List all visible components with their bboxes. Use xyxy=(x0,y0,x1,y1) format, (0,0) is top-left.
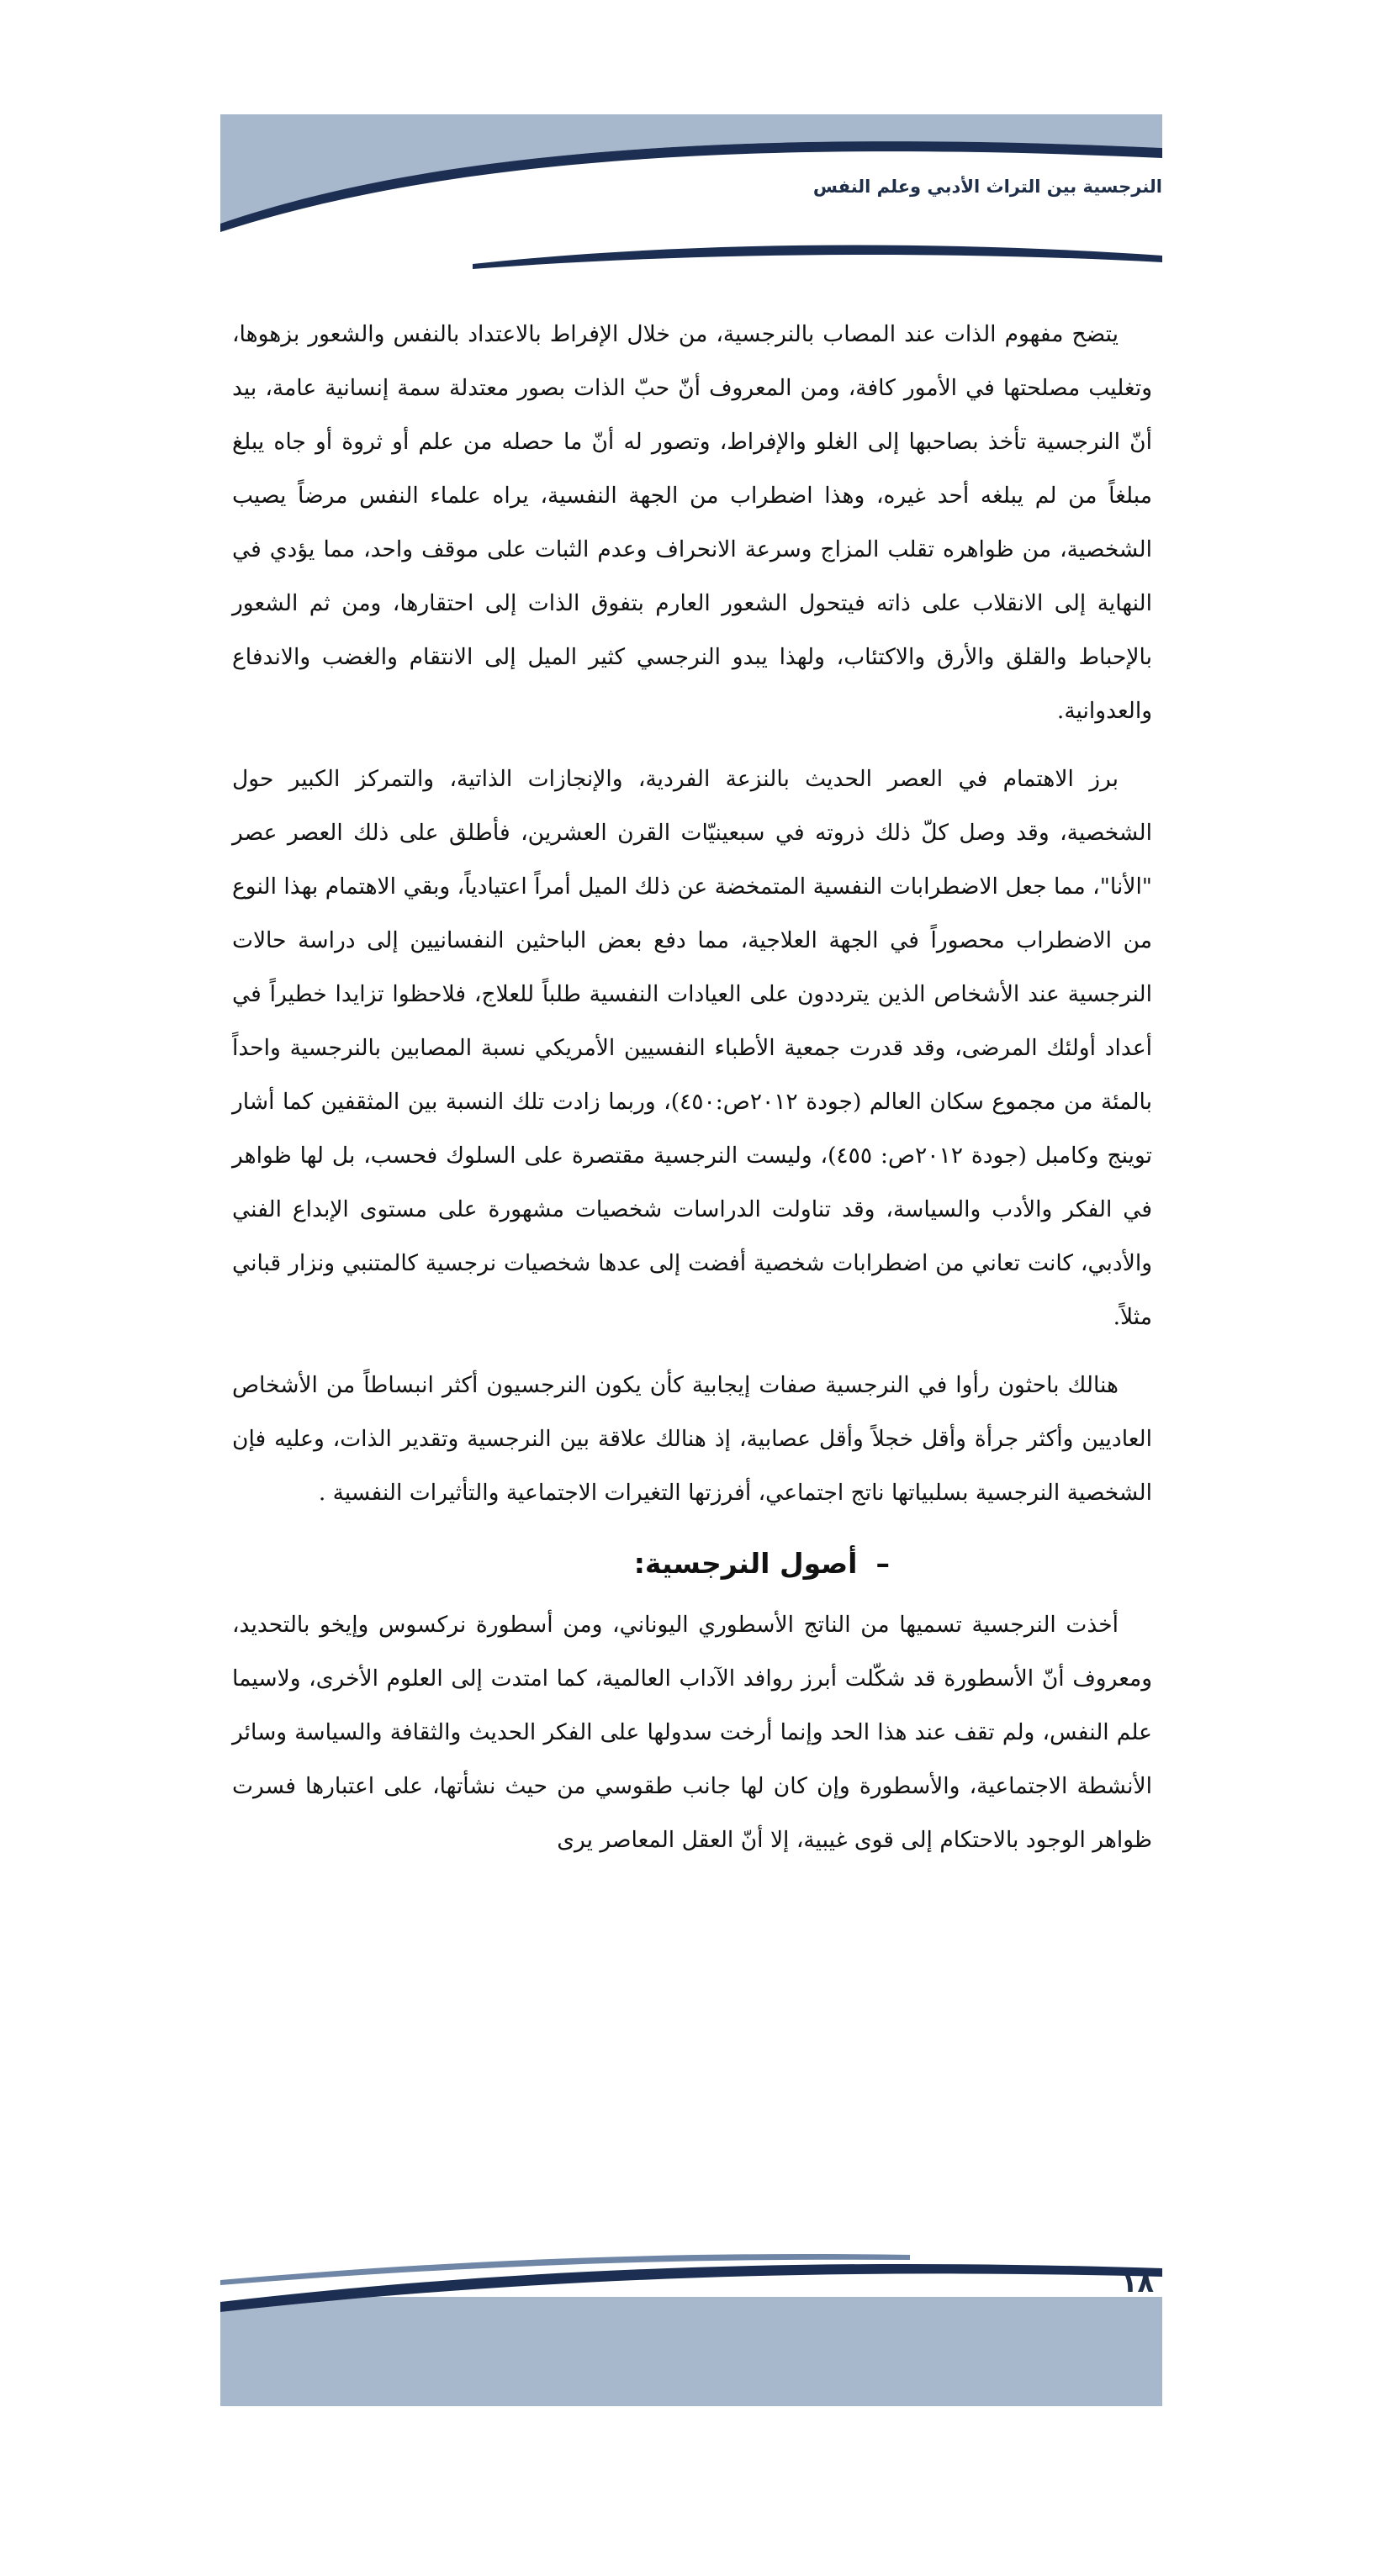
paragraph-3: هنالك باحثون رأوا في النرجسية صفات إيجابية كأن يكون النرجسيون أكثر انبساطاً من الأشخاص العاديين وأكثر جرأة وأقل خجلاً وأقل عصابية، إذ هنالك علاقة بين النرجسية وتقدير الذات، وعليه فإن الشخصية النرجسية بسلبياتها ناتج اجتماعي، أفرزتها التغيرات الاجتماعية والتأثيرات النفسية . xyxy=(232,1372,1152,1506)
heading-text: أصول النرجسية: xyxy=(633,1547,858,1580)
section-heading xyxy=(232,1534,1152,1593)
page-number: ١٨ xyxy=(1120,2267,1154,2299)
paragraph-2: برز الاهتمام في العصر الحديث بالنزعة الفردية، والإنجازات الذاتية، والتمركز الكبير حول الشخصية، وقد وصل كلّ ذلك ذروته في سبعينيّات القرن العشرين، فأطلق على ذلك العصر عصر "الأنا"، مما جعل الاضطرابات النفسية المتمخضة عن ذلك الميل أمراً اعتيادياً، وبقي الاهتمام بهذا النوع من الاضطراب محصوراً في الجهة العلاجية، مما دفع بعض الباحثين النفسانيين إلى دراسة حالات النرجسية عند الأشخاص الذين يترددون على العيادات النفسية طلباً للعلاج، فلاحظوا تزايدا خطيراً في أعداد أولئك المرضى، وقد قدرت جمعية الأطباء النفسيين الأمريكي نسبة المصابين بالنرجسية واحداً بالمئة من مجموع سكان العالم (جودة ٢٠١٢ص:٤٥٠)، وربما زادت تلك النسبة بين المثقفين كما أشار توينج وكامبل (جودة ٢٠١٢ص: ٤٥٥)، وليست النرجسية مقتصرة على السلوك فحسب، بل لها ظواهر في الفكر والأدب والسياسة، وقد تناولت الدراسات شخصيات مشهورة على مستوى الإبداع الفني والأدبي، كانت تعاني من اضطرابات شخصية أفضت إلى عدها شخصيات نرجسية كالمتنبي ونزار قباني مثلاً. xyxy=(232,766,1153,1330)
footer-band-fill xyxy=(220,2297,1162,2406)
heading-dash: – xyxy=(875,1547,890,1580)
running-title: النرجسية بين التراث الأدبي وعلم النفس xyxy=(812,177,1162,197)
document-page xyxy=(220,114,1162,2408)
header-decoration xyxy=(220,114,1162,282)
body-text xyxy=(232,308,1152,1882)
paragraph-1: يتضح مفهوم الذات عند المصاب بالنرجسية، من خلال الإفراط بالاعتداد بالنفس والشعور بزهوها، وتغليب مصلحتها في الأمور كافة، ومن المعروف أنّ حبّ الذات بصور معتدلة سمة إنسانية عامة، بيد أنّ النرجسية تأخذ بصاحبها إلى الغلو والإفراط، وتصور له أنّ ما حصله من علم أو ثروة أو جاه يبلغ مبلغاً من لم يبلغه أحد غيره، وهذا اضطراب من الجهة النفسية، يراه علماء النفس مرضاً يصيب الشخصية، من ظواهره تقلب المزاج وسرعة الانحراف وعدم الثبات على موقف واحد، مما يؤدي في النهاية إلى الانقلاب على ذاته فيتحول الشعور العارم بتفوق الذات إلى احتقارها، ومن ثم الشعور بالإحباط والقلق والأرق والاكتئاب، ولهذا يبدو النرجسي كثير الميل إلى الانتقام والغضب والاندفاع والعدوانية. xyxy=(232,321,1152,724)
paragraph-4: أخذت النرجسية تسميها من الناتج الأسطوري اليوناني، ومن أسطورة نركسوس وإيخو بالتحديد، ومعروف أنّ الأسطورة قد شكّلت أبرز روافد الآداب العالمية، كما امتدت إلى العلوم الأخرى، ولاسيما علم النفس، ولم تقف عند هذا الحد وإنما أرخت سدولها على الفكر الحديث والثقافة والسياسة وسائر الأنشطة الاجتماعية، والأسطورة وإن كان لها جانب طقوسي من حيث نشأتها، على اعتبارها فسرت ظواهر الوجود بالاحتكام إلى قوى غيبية، إلا أنّ العقل المعاصر يرى xyxy=(232,1612,1152,1853)
footer-decoration xyxy=(220,2246,1162,2406)
